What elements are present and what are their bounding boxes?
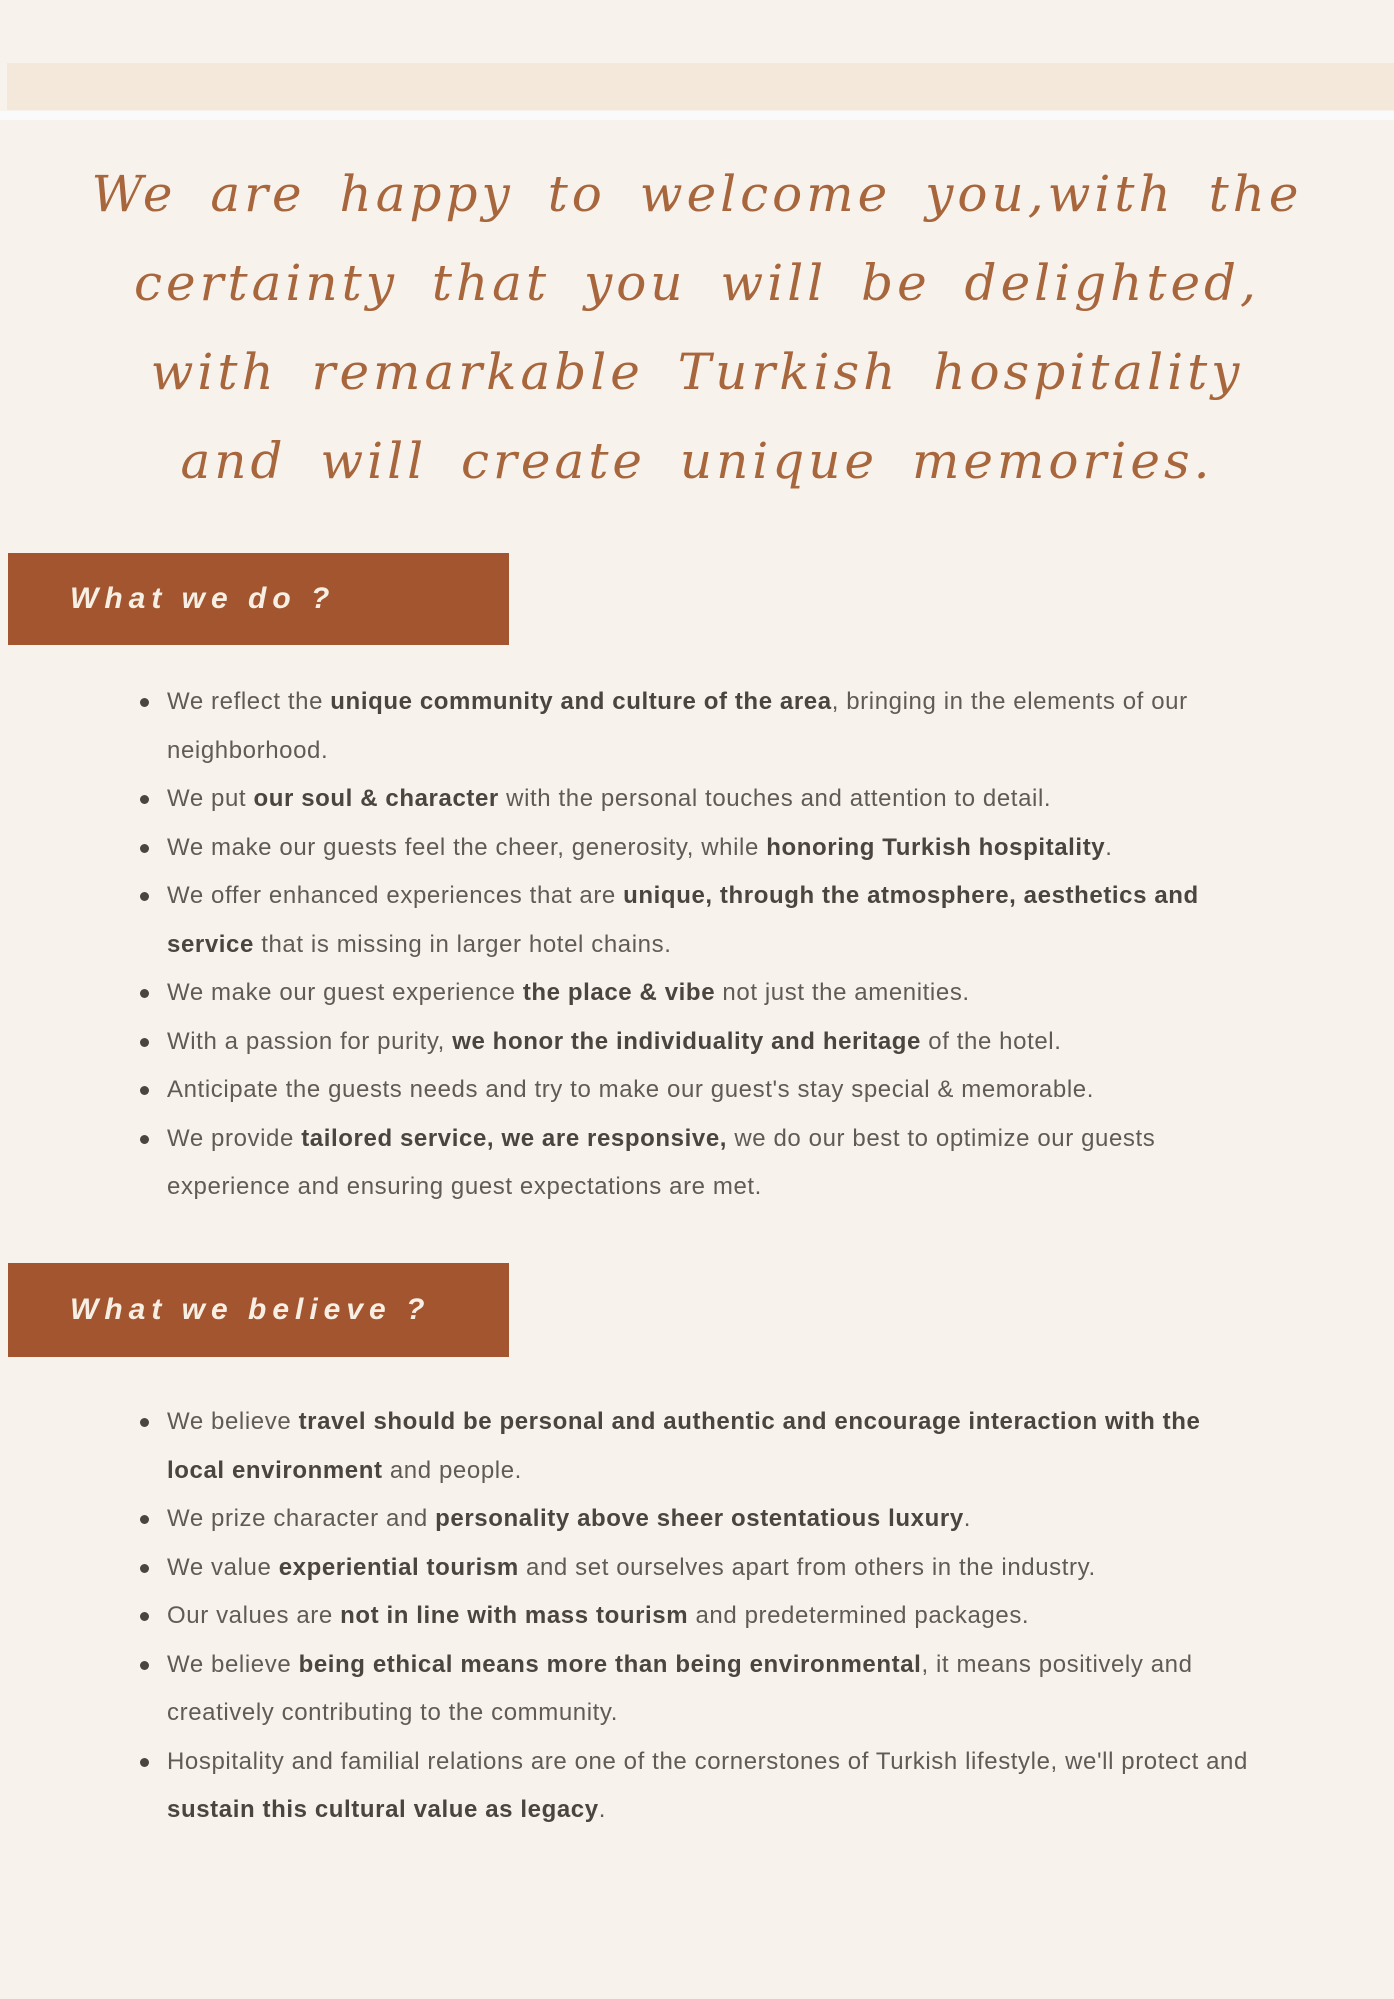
bullet-icon: [140, 1038, 149, 1047]
quote-line: We are happy to welcome you,with the: [91, 165, 1303, 223]
list-item: [138, 1592, 1250, 1641]
list-item-text: We make our guests feel the cheer, generosity, while honoring Turkish hospitality.: [167, 833, 1113, 861]
list-item: [138, 1018, 1250, 1067]
list-item-text: We value experiential tourism and set ourselves apart from others in the industry.: [167, 1553, 1096, 1581]
bullet-icon: [140, 1564, 149, 1573]
what-we-believe-list: [138, 1398, 1250, 1835]
list-item-text: We offer enhanced experiences that are unique, through the atmosphere, aesthetics and service that is missing in larger hotel chains.: [167, 882, 1199, 958]
list-item: [138, 1066, 1250, 1115]
list-item: [138, 775, 1250, 824]
list-item-text: We put our soul & character with the personal touches and attention to detail.: [167, 785, 1052, 812]
list-item: [138, 1738, 1250, 1835]
decorative-band: [7, 63, 1394, 110]
quote-line: and will create unique memories.: [180, 432, 1214, 490]
bullet-icon: [140, 989, 149, 998]
list-item-text: With a passion for purity, we honor the individuality and heritage of the hotel.: [167, 1027, 1062, 1055]
list-item: [138, 824, 1250, 873]
bullet-icon: [140, 844, 149, 853]
band-underline: [0, 111, 1394, 120]
list-item-text: We believe being ethical means more than being environmental, it means positively and creatively contributing to the community.: [167, 1650, 1193, 1726]
what-we-do-list: [138, 678, 1250, 1212]
bullet-icon: [140, 1612, 149, 1621]
list-item-text: Anticipate the guests needs and try to make our guest's stay special & memorable.: [167, 1076, 1094, 1103]
bullet-icon: [140, 1661, 149, 1670]
quote-line: with remarkable Turkish hospitality: [150, 343, 1244, 401]
list-item: [138, 969, 1250, 1018]
section-title: What we do ?: [70, 582, 336, 615]
quote-line: certainty that you will be delighted,: [134, 254, 1260, 312]
list-item-text: Hospitality and familial relations are one of the cornerstones of Turkish lifestyle, we'll protect and sustain this cultural value as legacy.: [167, 1747, 1248, 1823]
bullet-icon: [140, 698, 149, 707]
list-item: [138, 872, 1250, 969]
bullet-icon: [140, 1758, 149, 1767]
list-item: [138, 1641, 1250, 1738]
list-item-text: We make our guest experience the place & vibe not just the amenities.: [167, 979, 970, 1006]
bullet-icon: [140, 1418, 149, 1427]
welcome-quote: [30, 150, 1364, 506]
bullet-icon: [140, 1135, 149, 1144]
list-item-text: Our values are not in line with mass tourism and predetermined packages.: [167, 1602, 1030, 1629]
section-header-what-we-do: [8, 553, 509, 645]
section-title: What we believe ?: [70, 1293, 431, 1326]
list-item: [138, 1398, 1250, 1495]
bullet-icon: [140, 795, 149, 804]
list-item: [138, 1115, 1250, 1212]
list-item-text: We provide tailored service, we are responsive, we do our best to optimize our guests experience and ensuring guest expectations are met.: [167, 1124, 1156, 1200]
list-item: [138, 1544, 1250, 1593]
section-header-what-we-believe: [8, 1263, 509, 1357]
list-item-text: We believe travel should be personal and authentic and encourage interaction with the local environment and people.: [167, 1408, 1201, 1484]
list-item: [138, 1495, 1250, 1544]
bullet-icon: [140, 1086, 149, 1095]
list-item: [138, 678, 1250, 775]
list-item-text: We reflect the unique community and culture of the area, bringing in the elements of our neighborhood.: [167, 688, 1188, 764]
bullet-icon: [140, 892, 149, 901]
bullet-icon: [140, 1515, 149, 1524]
list-item-text: We prize character and personality above sheer ostentatious luxury.: [167, 1505, 972, 1532]
